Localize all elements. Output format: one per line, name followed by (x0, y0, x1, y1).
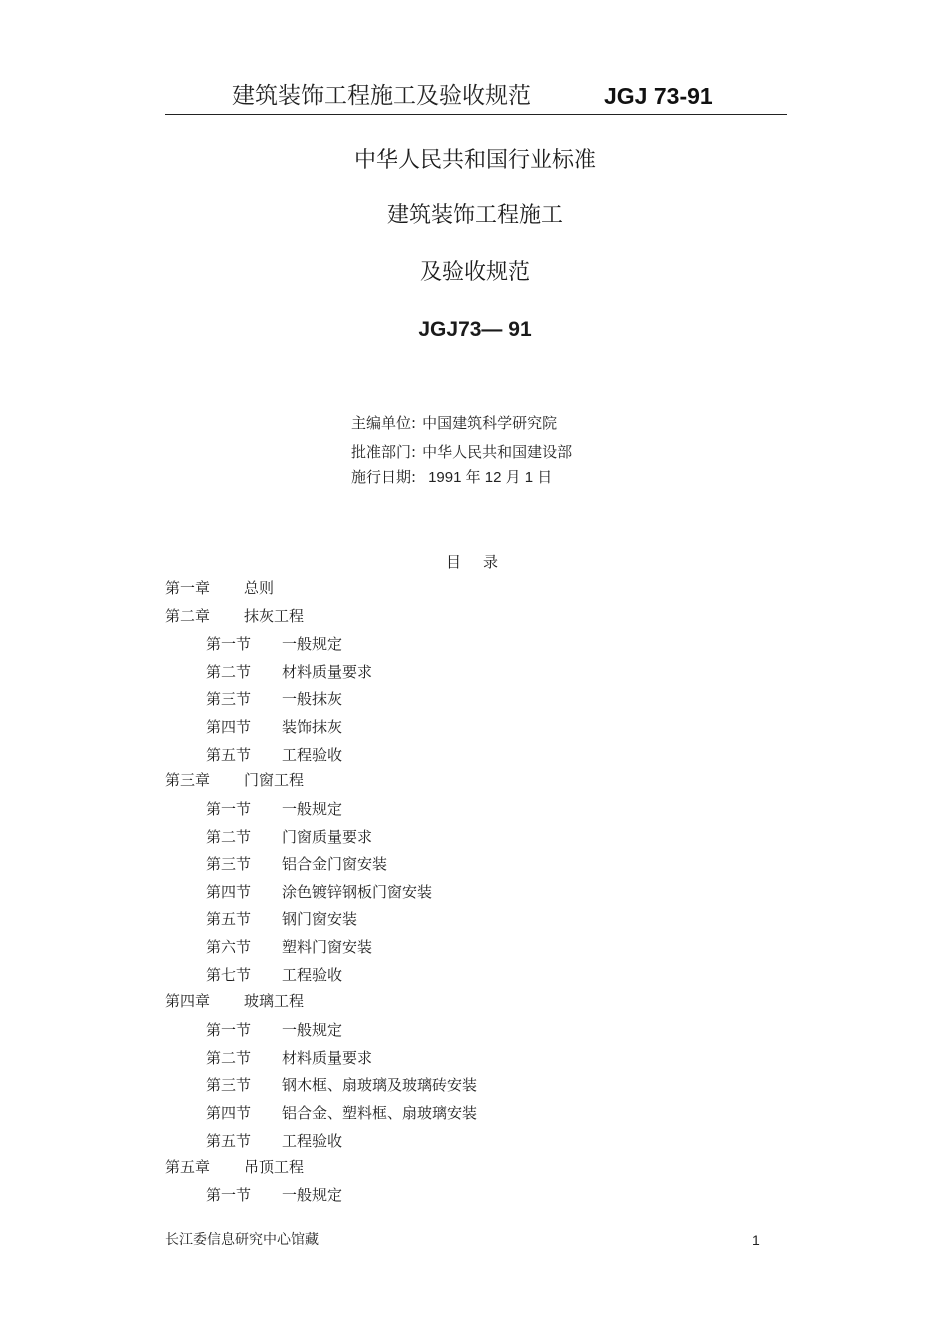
approver-line (351, 441, 572, 463)
toc-label: 第五节 (206, 1132, 252, 1150)
toc-label: 第一节 (206, 1186, 252, 1204)
toc-section (206, 964, 342, 986)
toc-label: 第四节 (206, 1104, 252, 1122)
toc-title: 门窗质量要求 (282, 828, 373, 846)
toc-label: 第二节 (206, 1049, 252, 1067)
toc-label: 第一章 (165, 579, 211, 597)
effective-date-label: 施行日期: (351, 468, 417, 486)
toc-section (206, 936, 372, 958)
toc-title: 钢门窗安装 (282, 910, 358, 928)
approver-value: 中华人民共和国建设部 (422, 443, 573, 461)
toc-section (206, 716, 342, 738)
editor-label: 主编单位: (351, 414, 417, 432)
toc-section (206, 908, 357, 930)
toc-chapter (165, 605, 304, 627)
toc-title: 吊顶工程 (244, 1158, 305, 1176)
toc-title: 装饰抹灰 (282, 718, 343, 736)
toc-title: 材料质量要求 (282, 663, 373, 681)
toc-section (206, 1019, 342, 1041)
toc-title: 铝合金、塑料框、扇玻璃安装 (282, 1104, 478, 1122)
toc-label: 第二节 (206, 663, 252, 681)
toc-label: 第三节 (206, 855, 252, 873)
toc-section (206, 826, 372, 848)
effective-date-value: 1991 年 12 月 1 日 (428, 469, 553, 486)
toc-title: 塑料门窗安装 (282, 938, 373, 956)
toc-title: 材料质量要求 (282, 1049, 373, 1067)
document-title-line2: 及验收规范 (419, 260, 530, 285)
toc-heading-char1: 目 (446, 553, 462, 571)
toc-label: 第一节 (206, 1021, 252, 1039)
toc-chapter (165, 990, 304, 1012)
toc-section (206, 1130, 342, 1152)
toc-label: 第四节 (206, 718, 252, 736)
document-code: JGJ73— 91 (418, 318, 532, 341)
toc-label: 第三章 (165, 771, 211, 789)
toc-section (206, 744, 342, 766)
footer-collection-note: 长江委信息研究中心馆藏 (165, 1232, 319, 1248)
toc-title: 一般规定 (282, 635, 343, 653)
toc-label: 第五章 (165, 1158, 211, 1176)
running-header-title: 建筑装饰工程施工及验收规范 (232, 83, 531, 109)
editor-line (351, 412, 557, 434)
page-number: 1 (752, 1232, 760, 1248)
toc-title: 工程验收 (282, 1132, 343, 1150)
toc-title: 抹灰工程 (244, 607, 305, 625)
toc-label: 第三节 (206, 1076, 252, 1094)
toc-title: 玻璃工程 (244, 992, 305, 1010)
toc-title: 一般规定 (282, 1186, 343, 1204)
toc-label: 第二节 (206, 828, 252, 846)
approver-label: 批准部门: (351, 443, 417, 461)
toc-section (206, 1184, 342, 1206)
toc-title: 门窗工程 (244, 771, 305, 789)
toc-title: 钢木框、扇玻璃及玻璃砖安装 (282, 1076, 478, 1094)
toc-label: 第二章 (165, 607, 211, 625)
toc-section (206, 688, 342, 710)
toc-section (206, 798, 342, 820)
toc-title: 涂色镀锌钢板门窗安装 (282, 883, 433, 901)
toc-label: 第四章 (165, 992, 211, 1010)
toc-label: 第五节 (206, 910, 252, 928)
toc-title: 一般抹灰 (282, 690, 343, 708)
toc-section (206, 661, 372, 683)
toc-title: 一般规定 (282, 1021, 343, 1039)
toc-label: 第六节 (206, 938, 252, 956)
toc-section (206, 1074, 477, 1096)
toc-chapter (165, 769, 304, 791)
toc-label: 第一节 (206, 800, 252, 818)
toc-heading-char2: 录 (483, 553, 499, 571)
toc-label: 第四节 (206, 883, 252, 901)
toc-section (206, 633, 342, 655)
toc-title: 铝合金门窗安装 (282, 855, 388, 873)
toc-title: 总则 (244, 579, 275, 597)
toc-label: 第一节 (206, 635, 252, 653)
toc-title: 工程验收 (282, 746, 343, 764)
toc-section (206, 1047, 372, 1069)
toc-chapter (165, 577, 274, 599)
standard-category: 中华人民共和国行业标准 (353, 148, 596, 173)
toc-label: 第七节 (206, 966, 252, 984)
toc-section (206, 881, 432, 903)
running-header-code: JGJ 73-91 (604, 83, 713, 109)
toc-section (206, 1102, 477, 1124)
header-divider (165, 114, 787, 115)
toc-section (206, 853, 387, 875)
toc-chapter (165, 1156, 304, 1178)
document-title-line1: 建筑装饰工程施工 (386, 203, 563, 228)
editor-value: 中国建筑科学研究院 (422, 414, 558, 432)
effective-date-line (351, 466, 552, 489)
toc-label: 第三节 (206, 690, 252, 708)
toc-title: 工程验收 (282, 966, 343, 984)
toc-label: 第五节 (206, 746, 252, 764)
toc-title: 一般规定 (282, 800, 343, 818)
toc-heading (446, 551, 498, 573)
